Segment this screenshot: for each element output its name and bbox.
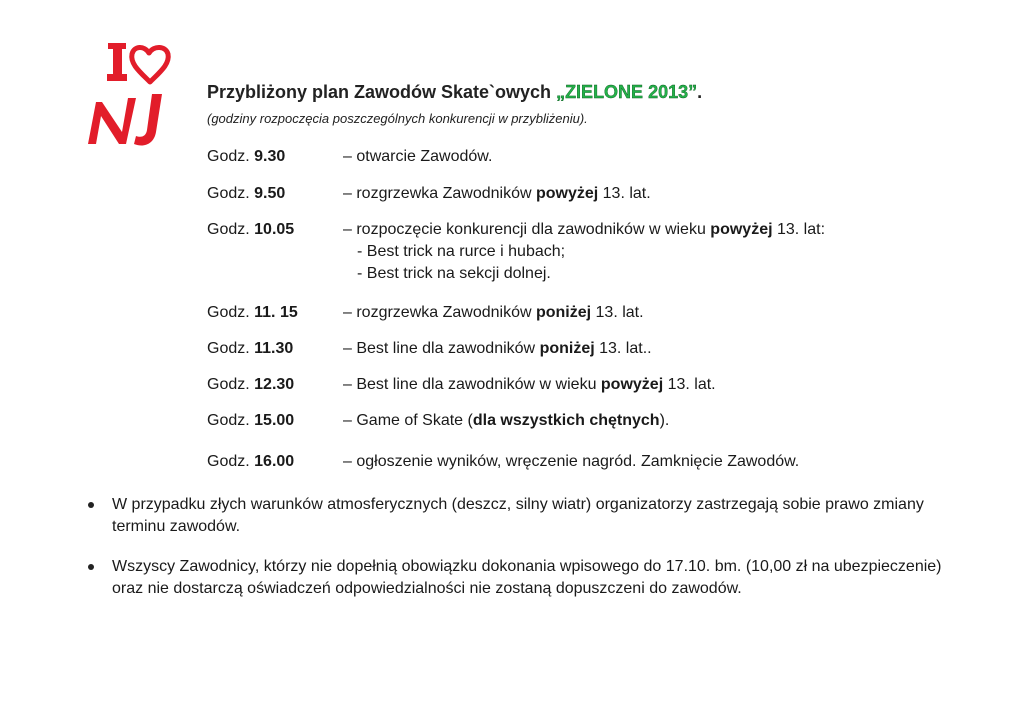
- time-cell: Godz. 9.30: [207, 148, 286, 165]
- time-cell: Godz. 16.00: [207, 453, 295, 470]
- description-cell: – Game of Skate (dla wszystkich chętnych).: [343, 412, 670, 429]
- description-cell: – Best line dla zawodników poniżej 13. lat..: [343, 340, 652, 357]
- i-love-nj-logo: [82, 40, 178, 150]
- sub-item: - Best trick na sekcji dolnej.: [357, 265, 551, 282]
- description-cell: – Best line dla zawodników w wieku powyżej 13. lat.: [343, 376, 716, 393]
- time-cell: Godz. 15.00: [207, 412, 295, 429]
- description-cell: – rozgrzewka Zawodników poniżej 13. lat.: [343, 304, 644, 321]
- title-suffix: .: [697, 82, 703, 102]
- description-cell: – otwarcie Zawodów.: [343, 148, 493, 165]
- notes-list: [86, 494, 946, 618]
- note-text: W przypadku złych warunków atmosferycznych (deszcz, silny wiatr) organizatorzy zastrzegają sobie prawo zmiany terminu zawodów.: [112, 496, 924, 535]
- description-cell: – rozgrzewka Zawodników powyżej 13. lat.: [343, 185, 651, 202]
- time-cell: Godz. 10.05: [207, 221, 295, 238]
- list-item: [86, 556, 946, 600]
- page-subtitle: (godziny rozpoczęcia poszczególnych konkurencji w przybliżeniu).: [207, 111, 588, 126]
- list-item: [86, 494, 946, 538]
- page-title: [207, 82, 702, 103]
- title-prefix: Przybliżony plan Zawodów Skate`owych: [207, 82, 557, 102]
- note-text: Wszyscy Zawodnicy, którzy nie dopełnią obowiązku dokonania wpisowego do 17.10. bm. (10,00 zł na ubezpieczenie) oraz nie dostarczą oświadczeń odpowiedzialności nie zostaną dopuszczeni do zawodów.: [112, 558, 942, 597]
- bullet-icon: [88, 502, 94, 508]
- title-highlight: „ZIELONE 2013”: [556, 82, 698, 102]
- description-cell: – ogłoszenie wyników, wręczenie nagród. Zamknięcie Zawodów.: [343, 453, 800, 470]
- bullet-icon: [88, 564, 94, 570]
- time-cell: Godz. 11.30: [207, 340, 294, 357]
- time-cell: Godz. 9.50: [207, 185, 286, 202]
- header: [207, 82, 702, 126]
- description-cell: – rozpoczęcie konkurencji dla zawodników w wieku powyżej 13. lat: - Best trick na rurce i hubach; - Best trick na sekcji dolnej.: [343, 221, 826, 282]
- sub-item: - Best trick na rurce i hubach;: [357, 243, 566, 260]
- time-cell: Godz. 11. 15: [207, 304, 298, 321]
- time-cell: Godz. 12.30: [207, 376, 295, 393]
